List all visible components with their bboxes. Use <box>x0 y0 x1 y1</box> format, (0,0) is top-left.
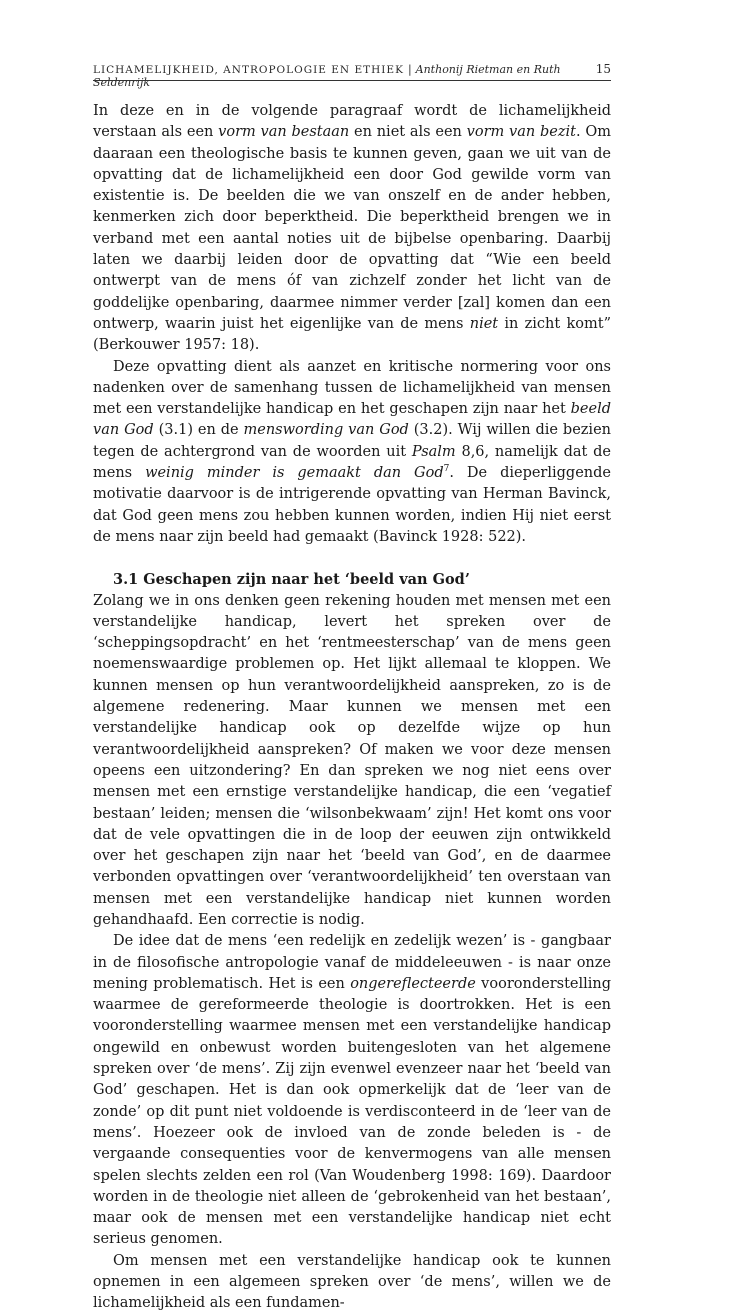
text-run: De idee dat de mens ‘een redelijk en zedelijk wezen’ is - gangbaar in de filosofische antropologie vanaf de middeleeuwen - is naar onze mening problematisch. Het is een <box>93 933 611 992</box>
text-run: . De dieperliggende motivatie daarvoor is de intrigerende opvatting van Herman Bavinck, dat God geen mens zou hebben kunnen worden, indien Hij niet eerst de mens naar zijn beeld had gemaakt (Bavinck 1928: 522). <box>93 465 611 545</box>
header-separator: | <box>407 63 412 76</box>
italic-run: menswording van God <box>243 422 409 439</box>
italic-run: beeld van God <box>93 401 611 439</box>
text-run: (3.2). Wij willen die bezien tegen de achtergrond van de woorden uit <box>93 422 611 460</box>
header-rule <box>93 80 611 81</box>
text-run: vooronderstelling waarmee de gereformeerde theologie is doortrokken. Het is een vooronderstelling waarmee mensen met een verstandelijke handicap ongewild en onbewust worden buitengesloten van het algemene spreken over ‘de mens’. Zij zijn evenwel evenzeer naar het ‘beeld van God’ geschapen. Het is dan ook opmerkelijk dat de ‘leer van de zonde’ op dit punt niet voldoende is verdisconteerd in de ‘leer van de mens’. Hoezeer ook de invloed van de zonde beleden is - de vergaande consequenties voor de kenvermogens van alle mensen spelen slechts zelden een rol (Van Woudenberg 1998: 169). Daardoor worden in de theologie niet alleen de ‘gebrokenheid van het bestaan’, maar ook de mensen met een verstandelijke handicap niet echt serieus genomen. <box>93 975 612 1248</box>
italic-run: Psalm <box>411 443 456 460</box>
paragraph-4 <box>93 931 611 1250</box>
text-run: 8,6, namelijk dat de mens <box>93 443 611 482</box>
text-run: en niet als een <box>349 124 467 141</box>
chapter-authors: Anthonij Rietman en Ruth Seldenrijk <box>93 63 561 89</box>
footnote-marker: 7 <box>443 464 450 475</box>
paragraph-5: Om mensen met een verstandelijke handicap ook te kunnen opnemen in een algemeen spreken over ‘de mens’, willen we de lichamelijkheid als een fundamen- <box>93 1252 611 1312</box>
running-header <box>93 62 611 89</box>
paragraph-3: Zolang we in ons denken geen rekening houden met mensen met een verstandelijke handicap, levert het spreken over de ‘scheppingsopdracht’ en het ‘rentmeesterschap’ van de mens geen noemenswaardige problemen op. Het lijkt allemaal te kloppen. We kunnen mensen op hun verantwoordelijkheid aanspreken, zo is de algemene redenering. Maar kunnen we mensen met een verstandelijke handicap ook op dezelfde wijze op hun verantwoordelijkheid aanspreken? Of maken we voor deze mensen opeens een uitzondering? En dan spreken we nog niet eens over mensen met een ernstige verstandelijke handicap, die een ‘vegatief bestaan’ leiden; mensen die ‘wilsonbekwaam’ zijn! Het komt ons voor dat de vele opvattingen die in de loop der eeuwen zijn ontwikkeld over het geschapen zijn naar het ‘beeld van God’, en de daarmee verbonden opvattingen over ‘verantwoordelijkheid’ ten overstaan van mensen met een verstandelijke handicap niet kunnen worden gehandhaafd. Een correctie is nodig. <box>93 592 611 928</box>
text-run: In deze en in de volgende paragraaf wordt de lichamelijkheid verstaan als een <box>93 103 611 141</box>
text-run: (3.1) en de <box>153 422 244 439</box>
chapter-title: LICHAMELIJKHEID, ANTROPOLOGIE EN ETHIEK <box>93 64 404 76</box>
paragraph-2 <box>93 357 611 549</box>
italic-run: niet <box>469 315 499 332</box>
text-run: . Om daaraan een theologische basis te kunnen geven, gaan we uit van de opvatting dat de lichamelijkheid een door God gewilde vorm van existentie is. De beelden die we van onszelf en de ander hebben, kenmerken zich door beperktheid. Die beperktheid brengen we in verband met een aantal noties uit de bijbelse openbaring. Daarbij laten we daarbij leiden door de opvatting dat “Wie een beeld ontwerpt van de mens óf van zichzelf zonder het licht van de goddelijke openbaring, daarmee nimmer verder [zal] komen dan een ontwerp, waarin juist het eigenlijke van de mens <box>93 124 611 332</box>
section-heading: 3.1 Geschapen zijn naar het ‘beeld van God’ <box>113 571 470 589</box>
text-run: in zicht komt” (Berkouwer 1957: 18). <box>93 315 611 354</box>
italic-run: weinig minder is gemaakt dan God <box>145 465 444 482</box>
text-run: Deze opvatting dient als aanzet en kritische normering voor ons nadenken over de samenhang tussen de lichamelijkheid van mensen met een verstandelijke handicap en het geschapen zijn naar het <box>93 358 611 418</box>
page-number: 15 <box>595 62 611 76</box>
body-text <box>93 101 611 1315</box>
running-header-left <box>93 63 596 89</box>
italic-run: ongereflecteerde <box>350 975 476 992</box>
italic-run: vorm van bezit <box>466 124 576 141</box>
paragraph-1 <box>93 101 611 357</box>
italic-run: vorm van bestaan <box>218 124 350 141</box>
